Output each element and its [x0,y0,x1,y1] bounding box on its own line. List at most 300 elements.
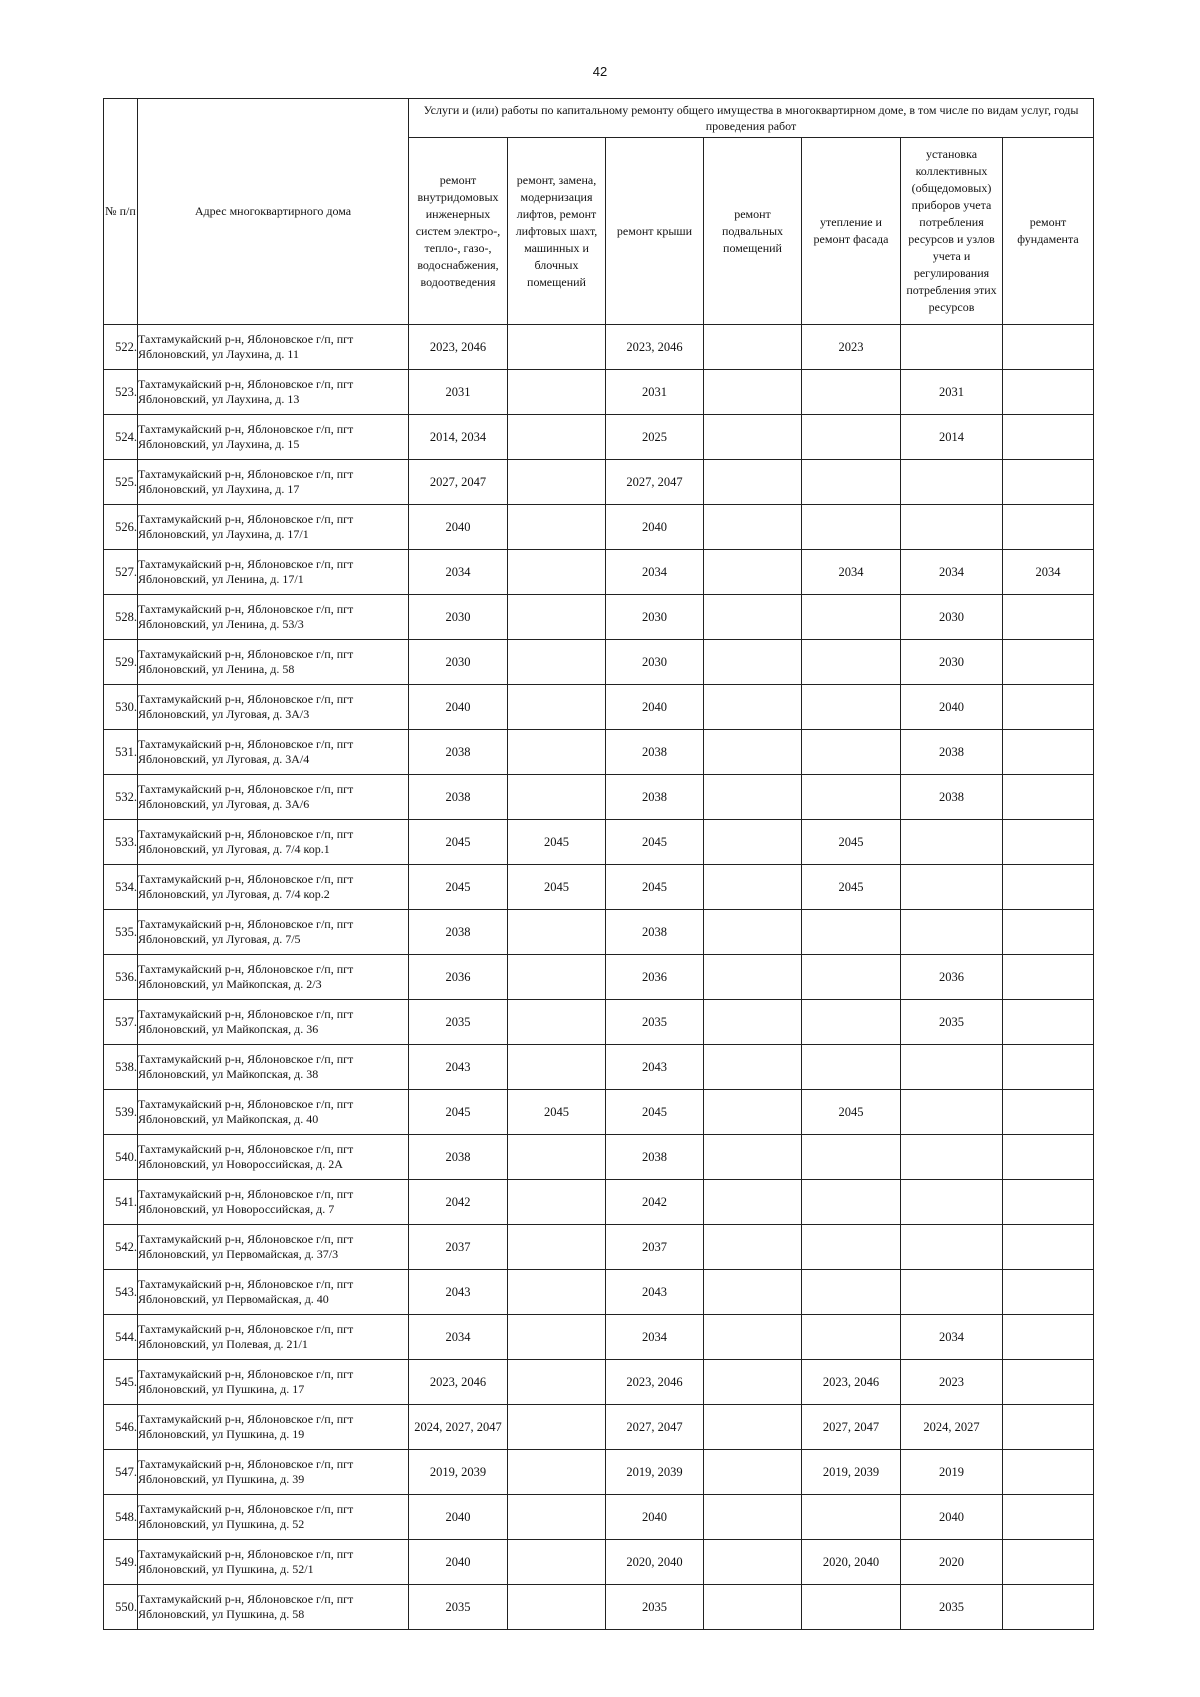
address-line-2: Яблоновский, ул Новороссийская, д. 7 [138,1202,335,1216]
row-number: 524. [104,415,138,460]
cell-meters [901,910,1003,955]
cell-meters: 2038 [901,775,1003,820]
address-line-2: Яблоновский, ул Полевая, д. 21/1 [138,1337,308,1351]
cell-foundation [1003,370,1094,415]
cell-meters [901,325,1003,370]
cell-meters [901,1180,1003,1225]
cell-elevators [508,505,606,550]
cell-elevators [508,595,606,640]
address-line-2: Яблоновский, ул Луговая, д. 7/5 [138,932,301,946]
cell-elevators [508,955,606,1000]
address-cell [138,1270,409,1315]
cell-basement [704,640,802,685]
cell-foundation [1003,1540,1094,1585]
cell-foundation [1003,775,1094,820]
cell-engineering-systems: 2038 [409,775,508,820]
cell-roof: 2040 [606,1495,704,1540]
address-line-2: Яблоновский, ул Ленина, д. 17/1 [138,572,304,586]
cell-basement [704,685,802,730]
col-header-engineering-systems: ремонт внутридомовых инженерных систем электро-, тепло-, газо-, водоснабжения, водоотведения [409,138,508,325]
cell-meters: 2035 [901,1000,1003,1045]
cell-foundation [1003,595,1094,640]
row-number: 543. [104,1270,138,1315]
cell-meters [901,865,1003,910]
cell-meters [901,1090,1003,1135]
table-row [104,1225,1094,1270]
address-cell [138,1405,409,1450]
address-cell [138,550,409,595]
cell-meters: 2023 [901,1360,1003,1405]
table-row [104,550,1094,595]
row-number: 549. [104,1540,138,1585]
cell-engineering-systems: 2045 [409,1090,508,1135]
cell-basement [704,370,802,415]
cell-roof: 2045 [606,820,704,865]
cell-facade: 2023 [802,325,901,370]
address-line-2: Яблоновский, ул Луговая, д. 7/4 кор.1 [138,842,330,856]
address-line-1: Тахтамукайский р-н, Яблоновское г/п, пгт [138,872,354,886]
address-line-1: Тахтамукайский р-н, Яблоновское г/п, пгт [138,1322,354,1336]
table-row [104,1450,1094,1495]
row-number: 529. [104,640,138,685]
address-line-1: Тахтамукайский р-н, Яблоновское г/п, пгт [138,467,354,481]
cell-elevators [508,325,606,370]
cell-foundation [1003,505,1094,550]
table-row [104,1585,1094,1630]
address-line-2: Яблоновский, ул Луговая, д. 7/4 кор.2 [138,887,330,901]
table-row [104,1315,1094,1360]
cell-roof: 2042 [606,1180,704,1225]
cell-elevators [508,730,606,775]
cell-facade [802,1315,901,1360]
num-column-header: № п/п [104,99,138,325]
cell-engineering-systems: 2045 [409,820,508,865]
cell-facade: 2045 [802,1090,901,1135]
cell-meters: 2014 [901,415,1003,460]
cell-basement [704,1225,802,1270]
cell-meters [901,1135,1003,1180]
cell-engineering-systems: 2024, 2027, 2047 [409,1405,508,1450]
cell-foundation [1003,1405,1094,1450]
cell-foundation [1003,325,1094,370]
col-header-basement: ремонт подвальных помещений [704,138,802,325]
cell-foundation [1003,1000,1094,1045]
row-number: 530. [104,685,138,730]
address-cell [138,460,409,505]
cell-meters [901,820,1003,865]
row-number: 546. [104,1405,138,1450]
cell-roof: 2043 [606,1270,704,1315]
address-cell [138,730,409,775]
cell-meters [901,1045,1003,1090]
cell-engineering-systems: 2027, 2047 [409,460,508,505]
cell-facade [802,370,901,415]
address-cell [138,640,409,685]
row-number: 525. [104,460,138,505]
cell-elevators [508,685,606,730]
cell-facade [802,1270,901,1315]
cell-elevators [508,1360,606,1405]
cell-engineering-systems: 2023, 2046 [409,1360,508,1405]
cell-roof: 2031 [606,370,704,415]
row-number: 542. [104,1225,138,1270]
row-number: 550. [104,1585,138,1630]
row-number: 522. [104,325,138,370]
col-header-roof: ремонт крыши [606,138,704,325]
address-cell [138,955,409,1000]
cell-meters: 2036 [901,955,1003,1000]
address-cell [138,1315,409,1360]
cell-engineering-systems: 2014, 2034 [409,415,508,460]
address-line-1: Тахтамукайский р-н, Яблоновское г/п, пгт [138,422,354,436]
address-line-1: Тахтамукайский р-н, Яблоновское г/п, пгт [138,1502,354,1516]
table-row [104,1045,1094,1090]
address-line-2: Яблоновский, ул Пушкина, д. 39 [138,1472,305,1486]
row-number: 526. [104,505,138,550]
address-line-1: Тахтамукайский р-н, Яблоновское г/п, пгт [138,1007,354,1021]
address-line-1: Тахтамукайский р-н, Яблоновское г/п, пгт [138,1367,354,1381]
row-number: 547. [104,1450,138,1495]
cell-facade [802,910,901,955]
address-line-1: Тахтамукайский р-н, Яблоновское г/п, пгт [138,1187,354,1201]
address-line-1: Тахтамукайский р-н, Яблоновское г/п, пгт [138,1142,354,1156]
cell-facade [802,595,901,640]
table-row [104,910,1094,955]
cell-elevators [508,1270,606,1315]
cell-meters: 2040 [901,685,1003,730]
row-number: 544. [104,1315,138,1360]
address-line-1: Тахтамукайский р-н, Яблоновское г/п, пгт [138,602,354,616]
cell-meters [901,505,1003,550]
cell-basement [704,955,802,1000]
cell-elevators: 2045 [508,820,606,865]
cell-foundation [1003,910,1094,955]
cell-basement [704,415,802,460]
cell-foundation [1003,1585,1094,1630]
cell-roof: 2038 [606,1135,704,1180]
cell-basement [704,730,802,775]
address-cell [138,775,409,820]
address-line-1: Тахтамукайский р-н, Яблоновское г/п, пгт [138,692,354,706]
address-cell [138,685,409,730]
address-line-2: Яблоновский, ул Ленина, д. 58 [138,662,295,676]
table-row [104,1270,1094,1315]
cell-facade: 2045 [802,865,901,910]
cell-roof: 2023, 2046 [606,1360,704,1405]
cell-facade: 2023, 2046 [802,1360,901,1405]
cell-basement [704,595,802,640]
cell-engineering-systems: 2038 [409,1135,508,1180]
cell-elevators: 2045 [508,865,606,910]
address-cell [138,595,409,640]
col-header-foundation: ремонт фундамента [1003,138,1094,325]
cell-elevators [508,415,606,460]
cell-basement [704,1045,802,1090]
cell-elevators [508,775,606,820]
table-row [104,1495,1094,1540]
table-row [104,1090,1094,1135]
cell-meters [901,1270,1003,1315]
address-line-2: Яблоновский, ул Майкопская, д. 36 [138,1022,319,1036]
address-line-2: Яблоновский, ул Майкопская, д. 2/3 [138,977,322,991]
table-row [104,325,1094,370]
address-line-2: Яблоновский, ул Первомайская, д. 40 [138,1292,329,1306]
address-line-2: Яблоновский, ул Лаухина, д. 17/1 [138,527,309,541]
cell-roof: 2027, 2047 [606,460,704,505]
table-row [104,865,1094,910]
cell-facade [802,1225,901,1270]
cell-foundation [1003,1135,1094,1180]
table-row [104,820,1094,865]
address-cell [138,1585,409,1630]
cell-basement [704,1405,802,1450]
table-row [104,1540,1094,1585]
cell-foundation [1003,460,1094,505]
cell-basement [704,820,802,865]
address-cell [138,415,409,460]
cell-basement [704,1135,802,1180]
cell-facade [802,1495,901,1540]
cell-meters: 2019 [901,1450,1003,1495]
cell-facade [802,1000,901,1045]
cell-facade [802,1585,901,1630]
row-number: 523. [104,370,138,415]
cell-meters: 2030 [901,640,1003,685]
address-cell [138,505,409,550]
cell-basement [704,1450,802,1495]
cell-facade: 2027, 2047 [802,1405,901,1450]
cell-elevators [508,1315,606,1360]
cell-roof: 2045 [606,865,704,910]
cell-engineering-systems: 2019, 2039 [409,1450,508,1495]
cell-foundation [1003,685,1094,730]
cell-engineering-systems: 2038 [409,910,508,955]
address-line-1: Тахтамукайский р-н, Яблоновское г/п, пгт [138,1232,354,1246]
row-number: 532. [104,775,138,820]
cell-foundation [1003,865,1094,910]
cell-basement [704,775,802,820]
cell-facade [802,460,901,505]
cell-facade [802,775,901,820]
address-line-1: Тахтамукайский р-н, Яблоновское г/п, пгт [138,1592,354,1606]
cell-elevators [508,1000,606,1045]
address-line-2: Яблоновский, ул Майкопская, д. 40 [138,1112,319,1126]
address-line-2: Яблоновский, ул Пушкина, д. 58 [138,1607,305,1621]
page-number: 42 [592,64,608,79]
address-cell [138,1135,409,1180]
cell-roof: 2020, 2040 [606,1540,704,1585]
table-row [104,595,1094,640]
cell-basement [704,550,802,595]
cell-foundation [1003,640,1094,685]
row-number: 539. [104,1090,138,1135]
capital-repair-table [103,98,1094,1630]
table-row [104,415,1094,460]
address-line-1: Тахтамукайский р-н, Яблоновское г/п, пгт [138,1052,354,1066]
cell-roof: 2019, 2039 [606,1450,704,1495]
cell-foundation [1003,1225,1094,1270]
row-number: 536. [104,955,138,1000]
cell-meters: 2035 [901,1585,1003,1630]
address-cell [138,370,409,415]
cell-facade [802,1180,901,1225]
cell-elevators [508,1135,606,1180]
row-number: 533. [104,820,138,865]
cell-elevators [508,550,606,595]
cell-basement [704,1315,802,1360]
table-row [104,460,1094,505]
cell-roof: 2040 [606,505,704,550]
cell-engineering-systems: 2040 [409,685,508,730]
address-cell [138,1360,409,1405]
address-line-1: Тахтамукайский р-н, Яблоновское г/п, пгт [138,1277,354,1291]
table-row [104,685,1094,730]
cell-foundation [1003,1450,1094,1495]
cell-engineering-systems: 2042 [409,1180,508,1225]
address-cell [138,325,409,370]
address-line-1: Тахтамукайский р-н, Яблоновское г/п, пгт [138,962,354,976]
cell-elevators [508,1045,606,1090]
cell-meters: 2040 [901,1495,1003,1540]
cell-basement [704,865,802,910]
cell-basement [704,1495,802,1540]
row-number: 535. [104,910,138,955]
cell-facade [802,1135,901,1180]
row-number: 545. [104,1360,138,1405]
address-cell [138,1000,409,1045]
cell-roof: 2038 [606,910,704,955]
cell-foundation: 2034 [1003,550,1094,595]
address-line-2: Яблоновский, ул Лаухина, д. 11 [138,347,299,361]
address-cell [138,820,409,865]
cell-foundation [1003,1315,1094,1360]
cell-roof: 2023, 2046 [606,325,704,370]
row-number: 548. [104,1495,138,1540]
cell-elevators [508,1405,606,1450]
table-row [104,1135,1094,1180]
address-cell [138,1450,409,1495]
address-line-1: Тахтамукайский р-н, Яблоновское г/п, пгт [138,737,354,751]
address-cell [138,1090,409,1135]
address-cell [138,910,409,955]
cell-meters: 2034 [901,1315,1003,1360]
address-line-2: Яблоновский, ул Луговая, д. 3А/4 [138,752,310,766]
cell-elevators [508,640,606,685]
address-line-2: Яблоновский, ул Пушкина, д. 19 [138,1427,305,1441]
cell-basement [704,325,802,370]
cell-basement [704,1540,802,1585]
table-row [104,1405,1094,1450]
cell-engineering-systems: 2030 [409,640,508,685]
address-line-1: Тахтамукайский р-н, Яблоновское г/п, пгт [138,1547,354,1561]
cell-engineering-systems: 2023, 2046 [409,325,508,370]
address-line-1: Тахтамукайский р-н, Яблоновское г/п, пгт [138,1412,354,1426]
row-number: 534. [104,865,138,910]
cell-elevators [508,910,606,955]
cell-meters: 2034 [901,550,1003,595]
cell-roof: 2027, 2047 [606,1405,704,1450]
cell-roof: 2038 [606,775,704,820]
address-line-1: Тахтамукайский р-н, Яблоновское г/п, пгт [138,332,354,346]
cell-facade: 2020, 2040 [802,1540,901,1585]
cell-facade [802,1045,901,1090]
cell-engineering-systems: 2036 [409,955,508,1000]
address-line-2: Яблоновский, ул Майкопская, д. 38 [138,1067,319,1081]
cell-meters: 2024, 2027 [901,1405,1003,1450]
address-line-1: Тахтамукайский р-н, Яблоновское г/п, пгт [138,647,354,661]
cell-meters: 2030 [901,595,1003,640]
address-line-2: Яблоновский, ул Луговая, д. 3А/6 [138,797,310,811]
cell-engineering-systems: 2030 [409,595,508,640]
cell-roof: 2045 [606,1090,704,1135]
cell-foundation [1003,1090,1094,1135]
table-row [104,955,1094,1000]
col-header-elevators: ремонт, замена, модернизация лифтов, ремонт лифтовых шахт, машинных и блочных помещений [508,138,606,325]
cell-basement [704,1585,802,1630]
table-row [104,370,1094,415]
address-line-2: Яблоновский, ул Первомайская, д. 37/3 [138,1247,339,1261]
address-line-2: Яблоновский, ул Луговая, д. 3А/3 [138,707,310,721]
cell-elevators [508,1540,606,1585]
address-line-1: Тахтамукайский р-н, Яблоновское г/п, пгт [138,512,354,526]
cell-basement [704,505,802,550]
table-row [104,640,1094,685]
cell-basement [704,910,802,955]
cell-roof: 2035 [606,1585,704,1630]
table-row [104,505,1094,550]
address-line-1: Тахтамукайский р-н, Яблоновское г/п, пгт [138,827,354,841]
cell-roof: 2034 [606,1315,704,1360]
address-line-1: Тахтамукайский р-н, Яблоновское г/п, пгт [138,917,354,931]
cell-basement [704,1180,802,1225]
address-cell [138,1495,409,1540]
cell-roof: 2025 [606,415,704,460]
table-row [104,775,1094,820]
cell-facade [802,955,901,1000]
cell-elevators [508,1495,606,1540]
cell-roof: 2038 [606,730,704,775]
address-line-2: Яблоновский, ул Новороссийская, д. 2А [138,1157,343,1171]
cell-engineering-systems: 2043 [409,1045,508,1090]
cell-engineering-systems: 2043 [409,1270,508,1315]
cell-meters [901,1225,1003,1270]
cell-engineering-systems: 2037 [409,1225,508,1270]
col-header-meters: установка коллективных (общедомовых) приборов учета потребления ресурсов и узлов учета и регулирования потребления этих ресурсов [901,138,1003,325]
address-line-1: Тахтамукайский р-н, Яблоновское г/п, пгт [138,782,354,796]
cell-elevators [508,370,606,415]
cell-basement [704,1090,802,1135]
cell-foundation [1003,1180,1094,1225]
cell-facade [802,730,901,775]
address-cell [138,1540,409,1585]
cell-engineering-systems: 2040 [409,1495,508,1540]
cell-foundation [1003,820,1094,865]
cell-engineering-systems: 2034 [409,550,508,595]
cell-meters: 2031 [901,370,1003,415]
address-cell [138,865,409,910]
cell-roof: 2037 [606,1225,704,1270]
cell-meters: 2020 [901,1540,1003,1585]
cell-engineering-systems: 2035 [409,1000,508,1045]
row-number: 538. [104,1045,138,1090]
cell-roof: 2040 [606,685,704,730]
row-number: 528. [104,595,138,640]
cell-roof: 2034 [606,550,704,595]
address-cell [138,1045,409,1090]
cell-facade: 2019, 2039 [802,1450,901,1495]
cell-engineering-systems: 2031 [409,370,508,415]
cell-foundation [1003,730,1094,775]
